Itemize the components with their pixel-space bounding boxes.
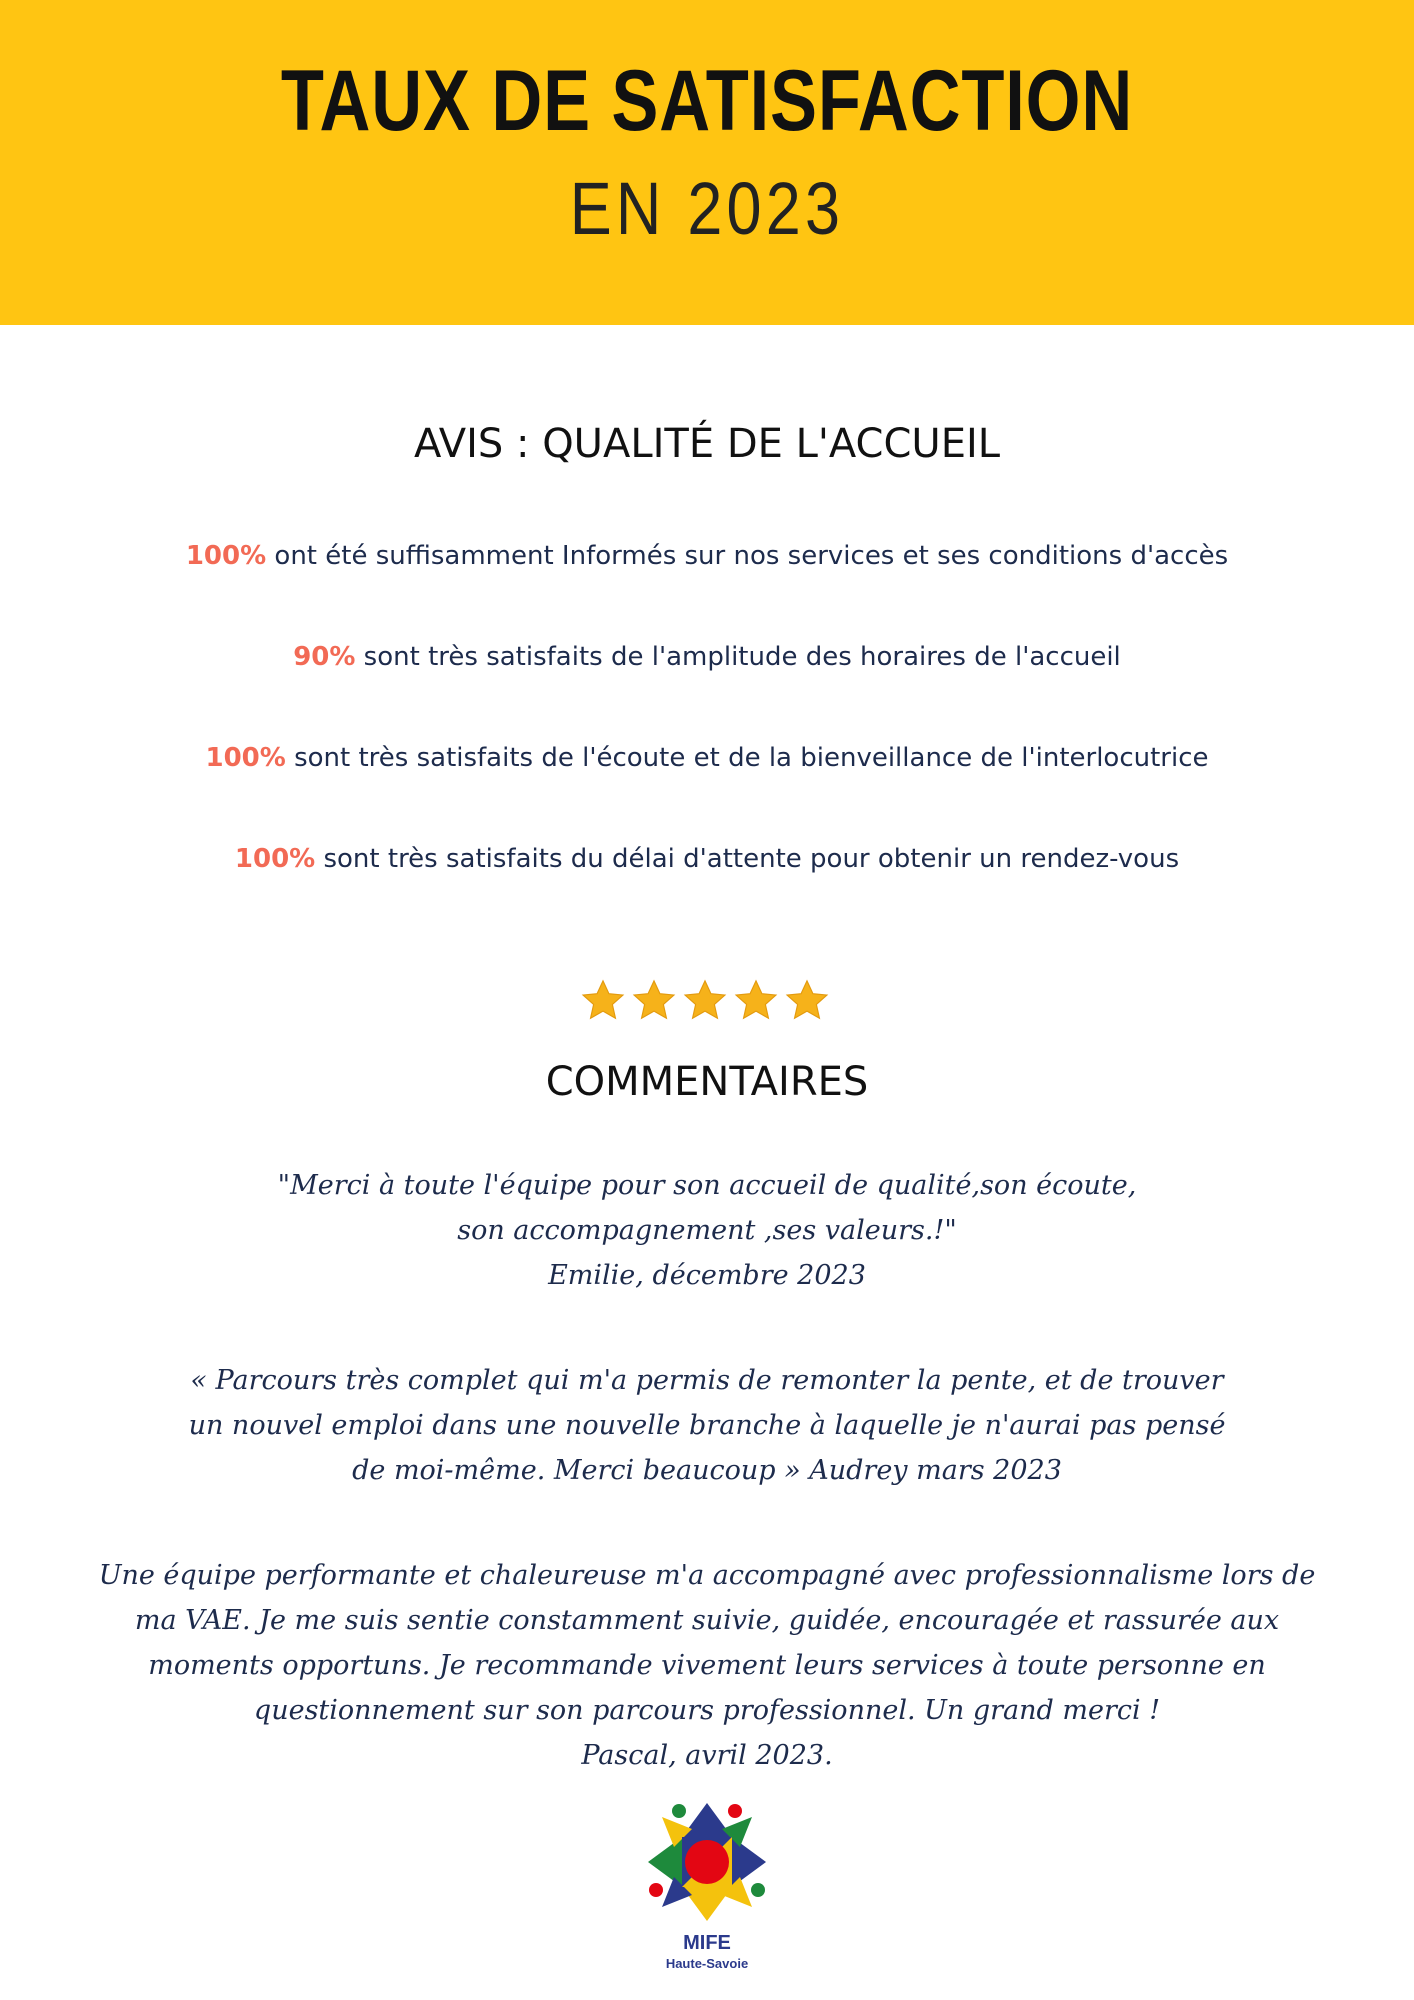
- comment-line: Une équipe performante et chaleureuse m'a accompagné avec professionnalisme lors de: [98, 1560, 1316, 1591]
- comment-line: « Parcours très complet qui m'a permis de remonter la pente, et de trouver: [190, 1365, 1224, 1396]
- logo-region: Haute-Savoie: [665, 1956, 749, 1971]
- star-icon: [733, 978, 779, 1024]
- stat-text: sont très satisfaits de l'écoute et de la bienveillance de l'interlocutrice: [285, 743, 1209, 773]
- stat-line-4: [0, 846, 1414, 872]
- stat-percent: 100%: [205, 743, 286, 773]
- comment-3: [0, 1553, 1414, 1778]
- star-icon: [631, 978, 677, 1024]
- comment-line: Pascal, avril 2023.: [581, 1740, 833, 1771]
- comment-line: ma VAE. Je me suis sentie constamment suivie, guidée, encouragée et rassurée aux: [134, 1605, 1280, 1636]
- section-title-commentaires: COMMENTAIRES: [545, 1059, 869, 1105]
- star-icon: [784, 978, 830, 1024]
- stat-text: ont été suffisamment Informés sur nos services et ses conditions d'accès: [266, 541, 1229, 571]
- star-icon: [682, 978, 728, 1024]
- comment-line: moments opportuns. Je recommande vivement leurs services à toute personne en: [148, 1650, 1266, 1681]
- comment-line: questionnement sur son parcours professionnel. Un grand merci !: [253, 1695, 1161, 1726]
- stat-percent: 100%: [185, 541, 267, 571]
- header-banner: [0, 0, 1414, 325]
- comment-line: Emilie, décembre 2023: [548, 1260, 866, 1291]
- comment-1: [0, 1163, 1414, 1298]
- stat-percent: 100%: [234, 844, 316, 874]
- stat-text: sont très satisfaits de l'amplitude des horaires de l'accueil: [355, 642, 1121, 672]
- logo-name: MIFE: [683, 1932, 731, 1954]
- section-title-accueil: AVIS : QUALITÉ DE L'ACCUEIL: [413, 421, 1001, 467]
- stat-text: sont très satisfaits du délai d'attente pour obtenir un rendez-vous: [315, 844, 1180, 874]
- stat-line-1: [0, 543, 1414, 569]
- star-icon: [580, 978, 626, 1024]
- comment-line: un nouvel emploi dans une nouvelle branche à laquelle je n'aurai pas pensé: [188, 1410, 1226, 1441]
- comment-line: "Merci à toute l'équipe pour son accueil de qualité,son écoute,: [277, 1170, 1137, 1201]
- mife-logo-icon: [640, 1795, 774, 1929]
- comment-2: [0, 1358, 1414, 1493]
- stat-percent: 90%: [293, 642, 356, 672]
- comment-line: son accompagnement ,ses valeurs.!": [457, 1215, 957, 1246]
- page-title: TAUX DE SATISFACTION: [280, 53, 1134, 149]
- page-subtitle: EN 2023: [569, 167, 845, 250]
- rating-stars: [580, 978, 830, 1026]
- stat-line-3: [0, 745, 1414, 771]
- comment-line: de moi-même. Merci beaucoup » Audrey mars 2023: [352, 1455, 1062, 1486]
- stat-line-2: [0, 644, 1414, 670]
